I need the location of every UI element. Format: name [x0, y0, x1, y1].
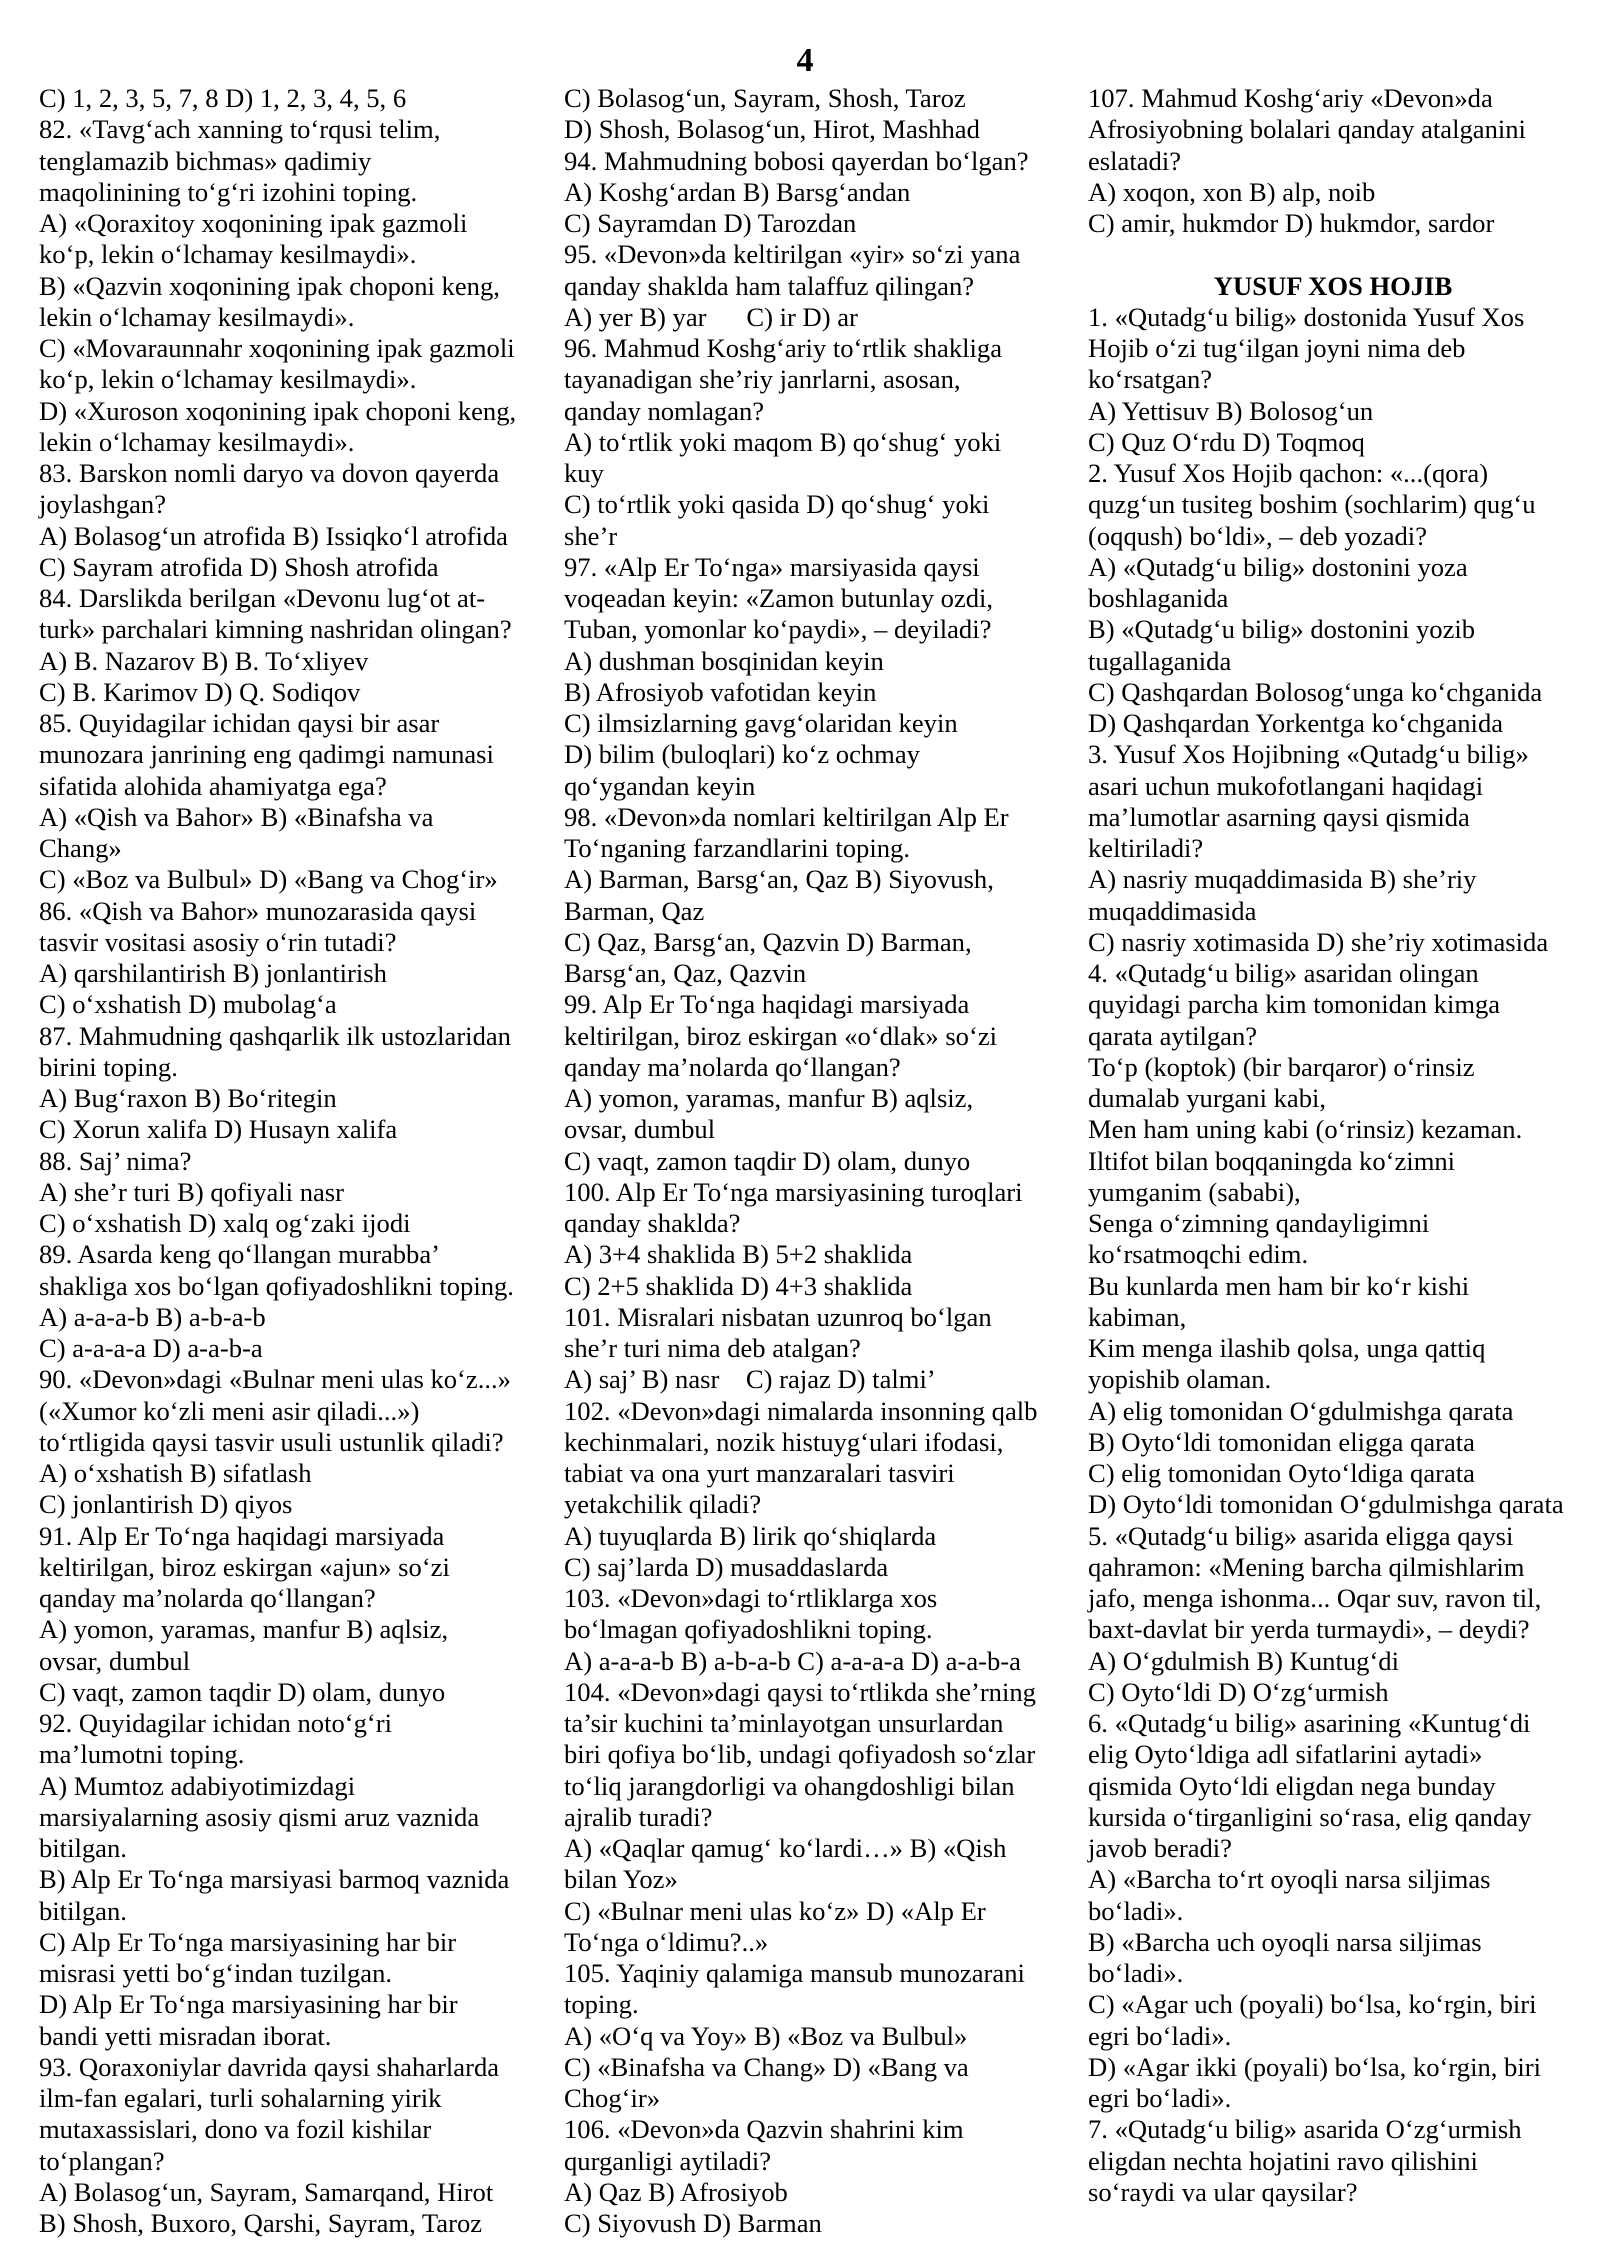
- answer-option-line: D) Qashqardan Yorkentga ko‘chganida: [1088, 708, 1504, 738]
- text-line: shakliga xos bo‘lgan qofiyadoshlikni toping.: [39, 1270, 514, 1301]
- answer-option-line: C) amir, hukmdor D) hukmdor, sardor: [1088, 208, 1495, 238]
- text-line: qanday shaklda ham talaffuz qilingan?: [564, 270, 975, 301]
- text-line: joylashgan?: [39, 489, 167, 520]
- answer-option-line: A) saj’ B) nasr C) rajaz D) talmi’: [564, 1364, 936, 1395]
- text-line: ajralib turadi?: [564, 1801, 713, 1832]
- text-line: so‘raydi va ular qaysilar?: [1088, 2176, 1358, 2207]
- text-line: tenglamazib bichmas» qadimiy: [39, 145, 372, 176]
- answer-option-line: A) elig tomonidan O‘gdulmishga qarata: [1088, 1395, 1514, 1426]
- text-line: kabiman,: [1088, 1301, 1187, 1332]
- text-line: bo‘lmagan qofiyadoshlikni toping.: [564, 1614, 933, 1645]
- question-line: 92. Quyidagilar ichidan noto‘g‘ri: [39, 1708, 393, 1738]
- text-line: to‘liq jarangdorligi va ohangdoshligi bilan: [564, 1770, 1015, 1801]
- text-line: bitilgan.: [39, 1833, 127, 1863]
- answer-option-line: D) Shosh, Bolasog‘un, Hirot, Mashhad: [564, 114, 980, 145]
- answer-option-line: C) B. Karimov D) Q. Sodiqov: [39, 676, 361, 707]
- question-line: 4. «Qutadg‘u bilig» asaridan olingan: [1088, 958, 1479, 988]
- text-line: To‘p (koptok) (bir barqaror) o‘rinsiz: [1088, 1051, 1475, 1082]
- text-line: to‘plangan?: [39, 2145, 165, 2176]
- answer-option-line: D) «Xuroson xoqonining ipak choponi keng,: [39, 395, 517, 426]
- text-line: Kim menga ilashib qolsa, unga qattiq: [1088, 1333, 1486, 1363]
- answer-option-line: C) Quz O‘rdu D) Toqmoq: [1088, 426, 1365, 457]
- answer-option-line: D) «Agar ikki (poyali) bo‘lsa, ko‘rgin, biri: [1088, 2051, 1541, 2082]
- text-line: keltirilgan, biroz eskirgan «ajun» so‘zi: [39, 1551, 450, 1582]
- question-line: 102. «Devon»dagi nimalarda insonning qalb: [564, 1395, 1038, 1426]
- question-line: 82. «Tavg‘ach xanning to‘rqusi telim,: [39, 114, 441, 145]
- text-line: ilm-fan egalari, turli sohalarning yirik: [39, 2083, 442, 2113]
- text-line: egri bo‘ladi».: [1088, 2083, 1232, 2113]
- text-line: egri bo‘ladi».: [1088, 2020, 1232, 2051]
- text-line: sifatida alohida ahamiyatga ega?: [39, 770, 387, 801]
- text-line: Men ham uning kabi (o‘rinsiz) kezaman.: [1088, 1114, 1523, 1145]
- question-line: 91. Alp Er To‘nga haqidagi marsiyada: [39, 1520, 445, 1551]
- answer-option-line: A) o‘xshatish B) sifatlash: [39, 1458, 312, 1488]
- text-line: To‘nga o‘ldimu?..»: [564, 1926, 769, 1957]
- question-line: 98. «Devon»da nomlari keltirilgan Alp Er: [564, 801, 1009, 832]
- text-line: qismida Oyto‘ldi eligdan nega bunday: [1088, 1770, 1496, 1801]
- text-line: Iltifot bilan boqqaningda ko‘zimni: [1088, 1145, 1456, 1176]
- text-line: ko‘p, lekin o‘lchamay kesilmaydi».: [39, 239, 417, 270]
- text-line: voqeadan keyin: «Zamon butunlay ozdi,: [564, 583, 994, 613]
- answer-option-line: B) «Qutadg‘u bilig» dostonini yozib: [1088, 614, 1476, 645]
- text-line: she’r turi nima deb atalgan?: [564, 1333, 861, 1363]
- answer-option-line: A) xoqon, xon B) alp, noib: [1088, 176, 1376, 207]
- question-line: 100. Alp Er To‘nga marsiyasining turoqlari: [564, 1176, 1023, 1207]
- question-line: 7. «Qutadg‘u bilig» asarida O‘zg‘urmish: [1088, 2114, 1522, 2145]
- text-line: tugallaganida: [1088, 645, 1232, 676]
- answer-option-line: C) o‘xshatish D) mubolag‘a: [39, 989, 337, 1020]
- answer-option-line: D) bilim (buloqlari) ko‘z ochmay: [564, 739, 920, 770]
- answer-option-line: C) nasriy xotimasida D) she’riy xotimasida: [1088, 926, 1549, 957]
- text-line: munozara janrining eng qadimgi namunasi: [39, 739, 494, 770]
- answer-option-line: A) yomon, yaramas, manfur B) aqlsiz,: [39, 1614, 449, 1645]
- answer-option-line: A) Mumtoz adabiyotimizdagi: [39, 1770, 356, 1801]
- answer-option-line: A) nasriy muqaddimasida B) she’riy: [1088, 864, 1477, 895]
- text-line: bo‘ladi».: [1088, 1958, 1184, 1988]
- text-line: bitilgan.: [39, 1895, 127, 1926]
- column-3: [1088, 83, 1578, 2208]
- text-line: lekin o‘lchamay kesilmaydi».: [39, 426, 355, 457]
- question-line: 104. «Devon»dagi qaysi to‘rtlikda she’rning: [564, 1676, 1036, 1707]
- answer-option-line: C) Qaz, Barsg‘an, Qazvin D) Barman,: [564, 926, 972, 957]
- question-line: 83. Barskon nomli daryo va dovon qayerda: [39, 458, 500, 488]
- text-line: ovsar, dumbul: [564, 1114, 716, 1145]
- question-line: 103. «Devon»dagi to‘rtliklarga xos: [564, 1583, 938, 1613]
- question-line: 106. «Devon»da Qazvin shahrini kim: [564, 2114, 964, 2145]
- text-line: qo‘ygandan keyin: [564, 770, 756, 801]
- answer-option-line: A) Qaz B) Afrosiyob: [564, 2176, 788, 2207]
- answer-option-line: C) vaqt, zamon taqdir D) olam, dunyo: [564, 1145, 971, 1176]
- text-line: ma’lumotlar asarning qaysi qismida: [1088, 801, 1470, 832]
- answer-option-line: C) Qashqardan Bolosog‘unga ko‘chganida: [1088, 676, 1543, 707]
- text-line: jafo, menga ishonma... Oqar suv, ravon til,: [1088, 1583, 1542, 1613]
- text-line: ko‘rsatmoqchi edim.: [1088, 1239, 1309, 1270]
- text-line: misrasi yetti bo‘g‘indan tuzilgan.: [39, 1958, 393, 1988]
- question-line: 2. Yusuf Xos Hojib qachon: «...(qora): [1088, 458, 1489, 488]
- text-line: ko‘rsatgan?: [1088, 364, 1213, 395]
- text-line: tasvir vositasi asosiy o‘rin tutadi?: [39, 926, 397, 957]
- answer-option-line: C) a-a-a-a D) a-a-b-a: [39, 1333, 263, 1363]
- answer-option-line: A) dushman bosqinidan keyin: [564, 645, 884, 676]
- answer-option-line: B) Oyto‘ldi tomonidan eligga qarata: [1088, 1426, 1475, 1457]
- text-line: keltirilgan, biroz eskirgan «o‘dlak» so‘zi: [564, 1020, 998, 1051]
- answer-option-line: C) Bolasog‘un, Sayram, Shosh, Taroz: [564, 83, 966, 113]
- answer-option-line: B) «Barcha uch oyoqli narsa siljimas: [1088, 1926, 1482, 1957]
- answer-option-line: B) Shosh, Buxoro, Qarshi, Sayram, Taroz: [39, 2208, 483, 2238]
- answer-option-line: A) «Qaqlar qamug‘ ko‘lardi…» B) «Qish: [564, 1833, 1007, 1863]
- column-1: [39, 83, 529, 2239]
- question-line: 95. «Devon»da keltirilgan «yir» so‘zi yana: [564, 239, 1021, 270]
- text-line: qarata aytilgan?: [1088, 1020, 1258, 1051]
- answer-option-line: A) O‘gdulmish B) Kuntug‘di: [1088, 1645, 1399, 1676]
- answer-option-line: C) elig tomonidan Oyto‘ldiga qarata: [1088, 1458, 1475, 1488]
- text-line: Senga o‘zimning qandayligimni: [1088, 1208, 1430, 1238]
- answer-option-line: A) she’r turi B) qofiyali nasr: [39, 1176, 345, 1207]
- text-line: tabiat va ona yurt manzaralari tasviri: [564, 1458, 955, 1488]
- text-line: yumganim (sababi),: [1088, 1176, 1301, 1207]
- question-line: 107. Mahmud Koshg‘ariy «Devon»da: [1088, 83, 1493, 113]
- answer-option-line: B) Afrosiyob vafotidan keyin: [564, 676, 877, 707]
- answer-option-line: A) yomon, yaramas, manfur B) aqlsiz,: [564, 1083, 974, 1113]
- section-title: YUSUF XOS HOJIB: [1213, 270, 1453, 301]
- answer-option-line: C) vaqt, zamon taqdir D) olam, dunyo: [39, 1676, 446, 1707]
- text-line: to‘rtligida qaysi tasvir usuli ustunlik qiladi?: [39, 1426, 504, 1457]
- text-line: quzg‘un tusiteg boshim (sochlarim) qug‘u: [1088, 489, 1536, 520]
- text-line: turk» parchalari kimning nashridan olingan?: [39, 614, 512, 645]
- text-line: qurganligi aytiladi?: [564, 2145, 772, 2176]
- text-line: toping.: [564, 1989, 639, 2020]
- answer-option-line: C) jonlantirish D) qiyos: [39, 1489, 293, 1520]
- text-line: Hojib o‘zi tug‘ilgan joyni nima deb: [1088, 333, 1466, 363]
- answer-option-line: A) Bolasog‘un atrofida B) Issiqko‘l atrofida: [39, 520, 508, 551]
- question-line: 97. «Alp Er To‘nga» marsiyasida qaysi: [564, 551, 980, 582]
- answer-option-line: C) o‘xshatish D) xalq og‘zaki ijodi: [39, 1208, 411, 1238]
- text-line: keltiriladi?: [1088, 833, 1204, 863]
- text-line: ko‘p, lekin o‘lchamay kesilmaydi».: [39, 364, 417, 395]
- text-line: Bu kunlarda men ham bir ko‘r kishi: [1088, 1270, 1470, 1301]
- text-line: yetakchilik qiladi?: [564, 1489, 762, 1520]
- answer-option-line: A) 3+4 shaklida B) 5+2 shaklida: [564, 1239, 913, 1270]
- answer-option-line: A) «Qoraxitoy xoqonining ipak gazmoli: [39, 208, 468, 238]
- answer-option-line: C) Alp Er To‘nga marsiyasining har bir: [39, 1926, 457, 1957]
- question-line: 96. Mahmud Koshg‘ariy to‘rtlik shakliga: [564, 333, 1002, 363]
- text-line: qanday ma’nolarda qo‘llangan?: [39, 1583, 376, 1613]
- text-line: lekin o‘lchamay kesilmaydi».: [39, 301, 355, 332]
- answer-option-line: C) «Boz va Bulbul» D) «Bang va Chog‘ir»: [39, 864, 498, 895]
- answer-option-line: A) a-a-a-b B) a-b-a-b: [39, 1301, 266, 1332]
- text-line: mutaxassislari, dono va fozil kishilar: [39, 2114, 432, 2145]
- question-line: 85. Quyidagilar ichidan qaysi bir asar: [39, 708, 440, 738]
- answer-option-line: C) «Movaraunnahr xoqonining ipak gazmoli: [39, 333, 515, 363]
- answer-option-line: A) yer B) yar C) ir D) ar: [564, 301, 858, 332]
- text-line: Barsg‘an, Qaz, Qazvin: [564, 958, 807, 988]
- answer-option-line: A) «Barcha to‘rt oyoqli narsa siljimas: [1088, 1864, 1491, 1895]
- text-line: birini toping.: [39, 1051, 178, 1082]
- text-line: she’r: [564, 520, 618, 551]
- answer-option-line: A) «Qutadg‘u bilig» dostonini yoza: [1088, 551, 1468, 582]
- text-line: yopishib olaman.: [1088, 1364, 1272, 1395]
- text-line: quyidagi parcha kim tomonidan kimga: [1088, 989, 1501, 1020]
- text-line: Barman, Qaz: [564, 895, 705, 926]
- answer-option-line: A) Yettisuv B) Bolosog‘un: [1088, 395, 1374, 426]
- answer-option-line: C) ilmsizlarning gavg‘olaridan keyin: [564, 708, 958, 738]
- answer-option-line: C) 1, 2, 3, 5, 7, 8 D) 1, 2, 3, 4, 5, 6: [39, 83, 407, 113]
- text-line: kursida o‘tirganligini so‘rasa, elig qanday: [1088, 1801, 1532, 1832]
- answer-option-line: A) «Qish va Bahor» B) «Binafsha va: [39, 801, 434, 832]
- text-line: kuy: [564, 458, 604, 488]
- answer-option-line: C) saj’larda D) musaddaslarda: [564, 1551, 889, 1582]
- answer-option-line: A) qarshilantirish B) jonlantirish: [39, 958, 387, 988]
- text-line: ta’sir kuchini ta’minlayotgan unsurlardan: [564, 1708, 1004, 1738]
- answer-option-line: C) Sayramdan D) Tarozdan: [564, 208, 857, 238]
- answer-option-line: A) a-a-a-b B) a-b-a-b C) a-a-a-a D) a-a-b-a: [564, 1645, 1021, 1676]
- answer-option-line: A) B. Nazarov B) B. To‘xliyev: [39, 645, 369, 676]
- text-line: (oqqush) bo‘ldi», – deb yozadi?: [1088, 520, 1427, 551]
- text-line: dumalab yurgani kabi,: [1088, 1083, 1327, 1113]
- answer-option-line: D) Oyto‘ldi tomonidan O‘gdulmishga qarata: [1088, 1489, 1564, 1520]
- answer-option-line: A) to‘rtlik yoki maqom B) qo‘shug‘ yoki: [564, 426, 1002, 457]
- question-line: 86. «Qish va Bahor» munozarasida qaysi: [39, 895, 477, 926]
- text-line: qanday nomlagan?: [564, 395, 765, 426]
- text-line: bandi yetti misradan iborat.: [39, 2020, 332, 2051]
- text-line: Afrosiyobning bolalari qanday atalganini: [1088, 114, 1526, 145]
- text-line: eslatadi?: [1088, 145, 1182, 176]
- answer-option-line: C) «Agar uch (poyali) bo‘lsa, ko‘rgin, biri: [1088, 1989, 1537, 2020]
- answer-option-line: B) «Qazvin xoqonining ipak choponi keng,: [39, 270, 500, 301]
- question-line: 99. Alp Er To‘nga haqidagi marsiyada: [564, 989, 970, 1020]
- question-line: 88. Saj’ nima?: [39, 1145, 192, 1176]
- text-line: Tuban, yomonlar ko‘paydi», – deyiladi?: [564, 614, 992, 645]
- text-line: baxt-davlat bir yerda turmaydi», – deydi?: [1088, 1614, 1530, 1645]
- text-line: asari uchun mukofotlangani haqidagi: [1088, 770, 1484, 801]
- question-line: 105. Yaqiniy qalamiga mansub munozarani: [564, 1958, 1025, 1988]
- text-line: qanday ma’nolarda qo‘llangan?: [564, 1051, 901, 1082]
- text-line: qanday shaklda?: [564, 1208, 741, 1238]
- answer-option-line: C) Sayram atrofida D) Shosh atrofida: [39, 551, 439, 582]
- question-line: 93. Qoraxoniylar davrida qaysi shaharlarda: [39, 2051, 500, 2082]
- text-line: marsiyalarning asosiy qismi aruz vaznida: [39, 1801, 480, 1832]
- page-number: 4: [796, 42, 814, 79]
- text-line: muqaddimasida: [1088, 895, 1257, 926]
- answer-option-line: A) Koshg‘ardan B) Barsg‘andan: [564, 176, 911, 207]
- text-line: biri qofiya bo‘lib, undagi qofiyadosh so‘zlar: [564, 1739, 1036, 1770]
- question-line: 101. Misralari nisbatan uzunroq bo‘lgan: [564, 1301, 992, 1332]
- answer-option-line: C) 2+5 shaklida D) 4+3 shaklida: [564, 1270, 913, 1301]
- answer-option-line: D) Alp Er To‘nga marsiyasining har bir: [39, 1989, 458, 2020]
- answer-option-line: C) Xorun xalifa D) Husayn xalifa: [39, 1114, 398, 1145]
- text-line: ma’lumotni toping.: [39, 1739, 245, 1770]
- answer-option-line: C) to‘rtlik yoki qasida D) qo‘shug‘ yoki: [564, 489, 990, 520]
- text-line: ovsar, dumbul: [39, 1645, 191, 1676]
- answer-option-line: C) Siyovush D) Barman: [564, 2208, 822, 2238]
- answer-option-line: C) Oyto‘ldi D) O‘zg‘urmish: [1088, 1676, 1389, 1707]
- question-line: 90. «Devon»dagi «Bulnar meni ulas ko‘z...»: [39, 1364, 511, 1395]
- question-line: 6. «Qutadg‘u bilig» asarining «Kuntug‘di: [1088, 1708, 1531, 1738]
- answer-option-line: C) «Binafsha va Chang» D) «Bang va: [564, 2051, 969, 2082]
- text-line: To‘nganing farzandlarini toping.: [564, 833, 910, 863]
- answer-option-line: C) «Bulnar meni ulas ko‘z» D) «Alp Er: [564, 1895, 986, 1926]
- text-line: javob beradi?: [1088, 1833, 1232, 1863]
- question-line: 89. Asarda keng qo‘llangan murabba’: [39, 1239, 440, 1270]
- text-line: maqolinining to‘g‘ri izohini toping.: [39, 176, 418, 207]
- text-line: bo‘ladi».: [1088, 1895, 1184, 1926]
- answer-option-line: A) Bolasog‘un, Sayram, Samarqand, Hirot: [39, 2176, 494, 2207]
- question-line: 87. Mahmudning qashqarlik ilk ustozlaridan: [39, 1020, 511, 1051]
- text-line: qahramon: «Mening barcha qilmishlarim: [1088, 1551, 1525, 1582]
- text-line: tayanadigan she’riy janrlarni, asosan,: [564, 364, 961, 395]
- answer-option-line: A) «O‘q va Yoy» B) «Boz va Bulbul»: [564, 2020, 968, 2051]
- text-line: («Xumor ko‘zli meni asir qiladi...»): [39, 1395, 420, 1426]
- question-line: 84. Darslikda berilgan «Devonu lug‘ot at-: [39, 583, 486, 613]
- question-line: 5. «Qutadg‘u bilig» asarida eligga qaysi: [1088, 1520, 1514, 1551]
- answer-option-line: A) Bug‘raxon B) Bo‘ritegin: [39, 1083, 337, 1113]
- question-line: 94. Mahmudning bobosi qayerdan bo‘lgan?: [564, 145, 1029, 176]
- text-line: eligdan nechta hojatini ravo qilishini: [1088, 2145, 1478, 2176]
- answer-option-line: A) tuyuqlarda B) lirik qo‘shiqlarda: [564, 1520, 937, 1551]
- text-line: Chang»: [39, 833, 122, 863]
- question-line: 1. «Qutadg‘u bilig» dostonida Yusuf Xos: [1088, 301, 1525, 332]
- answer-option-line: A) Barman, Barsg‘an, Qaz B) Siyovush,: [564, 864, 994, 895]
- text-line: bilan Yoz»: [564, 1864, 678, 1895]
- answer-option-line: B) Alp Er To‘nga marsiyasi barmoq vaznida: [39, 1864, 510, 1895]
- column-2: [564, 83, 1054, 2239]
- text-line: kechinmalari, nozik histuyg‘ulari ifodasi,: [564, 1426, 1004, 1457]
- text-line: boshlaganida: [1088, 583, 1229, 613]
- question-line: 3. Yusuf Xos Hojibning «Qutadg‘u bilig»: [1088, 739, 1529, 770]
- text-line: elig Oyto‘ldiga adl sifatlarini aytadi»: [1088, 1739, 1483, 1770]
- text-line: Chog‘ir»: [564, 2083, 661, 2113]
